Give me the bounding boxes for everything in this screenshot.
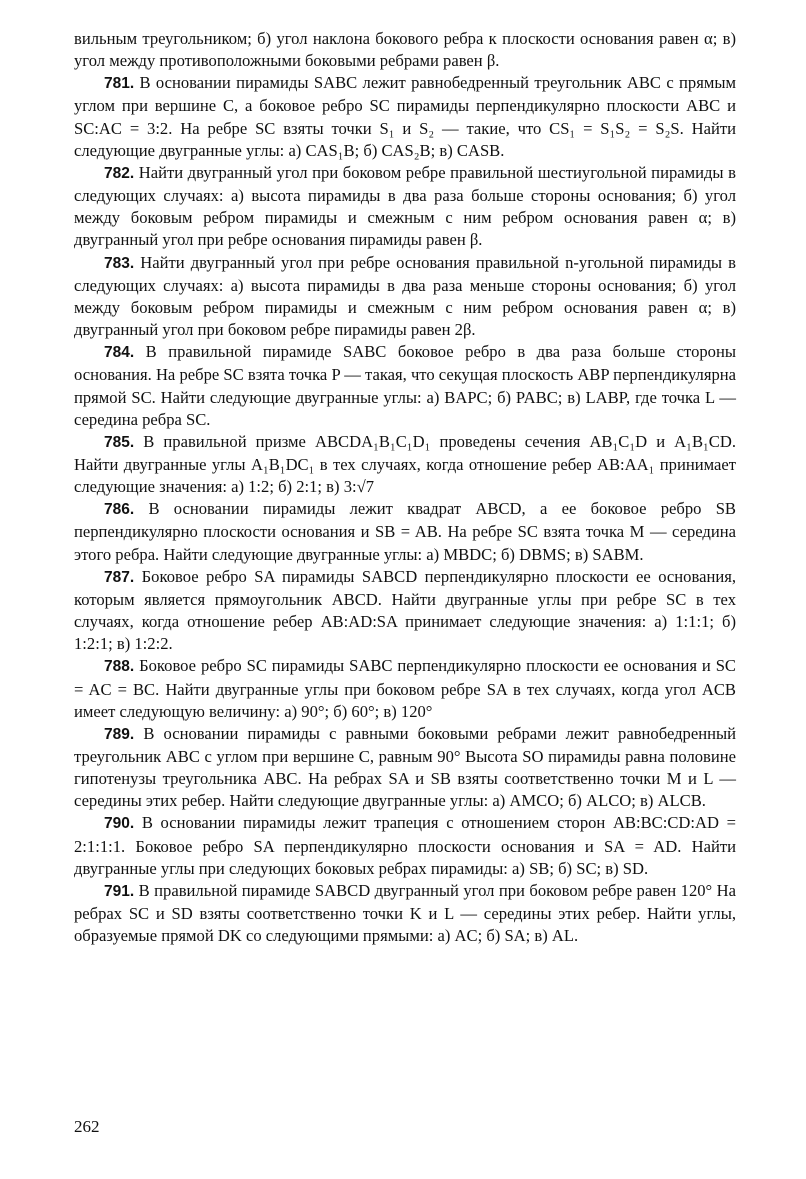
problem-text: Найти двугранный угол при ребре основания правильной n-угольной пирамиды в следующих случаях: а) высота пирамиды в два раза меньше стороны основания; б) угол между боковым ребром пирамиды и смежным с ним ребром основания равен α; в) двугранный угол при боковом ребре пирамиды равен 2β. [74,252,736,340]
problem-788 [74,655,736,722]
problem-786 [74,498,736,565]
problem-text: В правильной призме ABCDA₁B₁C₁D₁ проведены сечения AB₁C₁D и A₁B₁CD. Найти двугранные углы A₁B₁DC₁ в тех случаях, когда отношение ребер AB:AA₁ принимает следующие значения: а) 1:2; б) 2:1; в) 3:√7 [74,431,736,497]
problem-785 [74,431,736,498]
problem-781 [74,72,736,162]
problem-number: 790. [104,815,135,833]
problem-text: Боковое ребро SA пирамиды SABCD перпендикулярно плоскости ее основания, которым является прямоугольник ABCD. Найти двугранные углы при ребре SC в тех случаях, когда отношение ребер AB:AD:SA принимает следующие значения: а) 1:1:1; б) 1:2:1; в) 1:2:2. [74,566,737,654]
problem-number: 786. [104,501,135,519]
problem-789 [74,723,736,813]
problem-number: 791. [104,882,135,900]
problem-text: В основании пирамиды с равными боковыми ребрами лежит равнобедренный треугольник ABC с углом при вершине C, равным 90° Высота SO пирамиды равна половине гипотенузы треугольника ABC. На ребрах SA и SB взяты соответственно точки M и L — середины этих ребер. Найти следующие двугранные углы: а) AMCO; б) ALCO; в) ALCB. [74,723,736,811]
page-body [74,28,736,947]
problem-number: 783. [104,254,135,272]
problem-text: В правильной пирамиде SABCD двугранный угол при боковом ребре равен 120° На ребрах SC и SD взяты соответственно точки K и L — середины этих ребер. Найти углы, образуемые прямой DK со следующими прямыми: а) AC; б) SA; в) AL. [74,880,736,946]
problem-text: В правильной пирамиде SABC боковое ребро в два раза больше стороны основания. На ребре SC взята точка P — такая, что секущая плоскость ABP перпендикулярна прямой SC. Найти следующие двугранные углы: а) BAPC; б) PABC; в) LABP, где точка L — середина ребра SC. [74,342,736,429]
problem-number: 785. [104,433,135,451]
problem-text: В основании пирамиды лежит трапеция с отношением сторон AB:BC:CD:AD = 2:1:1:1. Боковое ребро SA перпендикулярно плоскости основания и SA = AD. Найти двугранные углы при следующих боковых ребрах пирамиды: а) SB; б) SC; в) SD. [74,813,736,878]
intro-text: вильным треугольником; б) угол наклона бокового ребра к плоскости основания равен α; в) угол между противоположными боковыми ребрами равен β. [74,29,736,71]
problem-text: В основании пирамиды лежит квадрат ABCD, а ее боковое ребро SB перпендикулярно плоскости основания и SB = AB. На ребре SC взята точка M — середина этого ребра. Найти следующие двугранные углы: а) MBDC; б) DBMS; в) SABM. [74,499,736,564]
problem-782 [74,162,736,252]
problem-number: 789. [104,725,135,743]
problem-784 [74,341,736,431]
problem-number: 787. [104,568,135,586]
page-number: 262 [74,1117,100,1136]
problem-791 [74,880,736,947]
problem-790 [74,812,736,879]
problem-number: 784. [104,344,135,362]
problem-number: 788. [104,658,135,676]
problem-text: Найти двугранный угол при боковом ребре правильной шестиугольной пирамиды в следующих случаях: а) высота пирамиды в два раза больше стороны основания; б) угол между боковым ребром пирамиды и смежным с ним ребром основания равен α; в) двугранный угол при ребре основания пирамиды равен β. [74,162,736,250]
problem-text: В основании пирамиды SABC лежит равнобедренный треугольник ABC с прямым углом при вершине C, а боковое ребро SC пирамиды перпендикулярно плоскости ABC и SC:AC = 3:2. На ребре SC взяты точки S₁ и S₂ — такие, что CS₁ = S₁S₂ = S₂S. Найти следующие двугранные углы: а) CAS₁B; б) CAS₂B; в) CASB. [74,73,736,160]
problem-text: Боковое ребро SC пирамиды SABC перпендикулярно плоскости ее основания и SC = AC = BC. Найти двугранные углы при боковом ребре SA в тех случаях, когда угол ACB имеет следующую величину: а) 90°; б) 60°; в) 120° [74,656,736,721]
problem-783 [74,252,736,342]
problem-number: 781. [104,75,135,93]
problem-787 [74,566,736,656]
problem-number: 782. [104,164,135,182]
